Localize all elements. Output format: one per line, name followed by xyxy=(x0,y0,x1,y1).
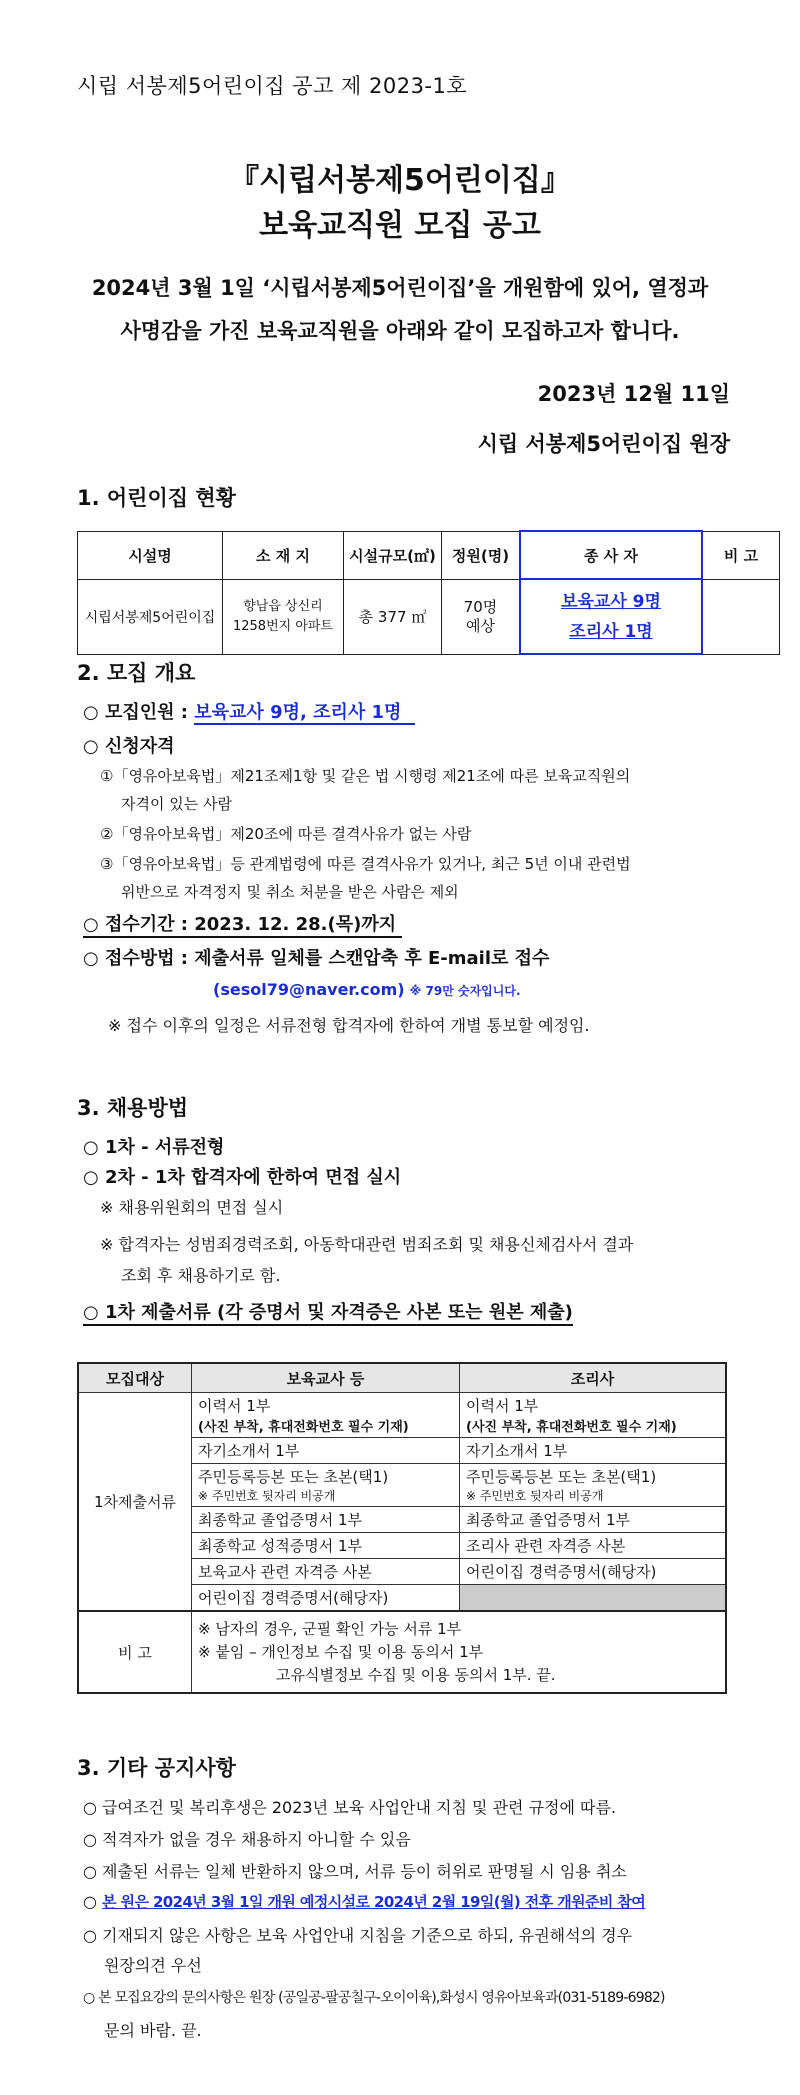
doc-cook-0 xyxy=(460,1393,727,1438)
docs-group-label: 1차제출서류 xyxy=(78,1393,192,1612)
etc-item-5b: 원장의견 우선 xyxy=(104,1956,202,1975)
th-capacity: 정원(명) xyxy=(442,531,521,579)
doc-teacher-4: 최종학교 성적증명서 1부 xyxy=(192,1533,460,1559)
section1-title: 1. 어린이집 현황 xyxy=(77,486,236,510)
email-line xyxy=(213,980,521,999)
etc-item-3: ○ 제출된 서류는 일체 반환하지 않으며, 서류 등이 허위로 판명될 시 임용 취소 xyxy=(83,1862,627,1881)
staff-cook: 조리사 1명 xyxy=(569,621,653,642)
doc-cook-0-label: 이력서 1부 xyxy=(466,1397,539,1415)
notice-date: 2023년 12월 11일 xyxy=(537,382,730,406)
qualification-1b: 자격이 있는 사람 xyxy=(121,795,232,813)
etc-item-6a: ○ 본 모집요강의 문의사항은 원장 (공일공-팔공칠구-오이이육),화성시 영유아보육과(031-5189-6982) xyxy=(83,1990,665,2006)
doc-teacher-0-label: 이력서 1부 xyxy=(198,1397,271,1415)
doc-cook-6-empty xyxy=(460,1585,727,1612)
recruit-value: 보육교사 9명, 조리사 1명 xyxy=(194,702,415,725)
section3-title: 3. 채용방법 xyxy=(77,1096,189,1120)
doc-teacher-5: 보육교사 관련 자격증 사본 xyxy=(192,1559,460,1585)
capacity-note: 예상 xyxy=(466,616,495,635)
etc-item-4-text: 본 원은 2024년 3월 1일 개원 예정시설로 2024년 2월 19일(월) 전후 개원준비 참여 xyxy=(102,1893,646,1911)
etc-item-1: ○ 급여조건 및 복리후생은 2023년 보육 사업안내 지침 및 관련 규정에 따름. xyxy=(83,1798,617,1817)
remark-line-1: ※ 남자의 경우, 군필 확인 가능 서류 1부 xyxy=(198,1619,462,1638)
recruit-count xyxy=(83,698,415,724)
intro-line-2: 사명감을 가진 보육교직원을 아래와 같이 모집하고자 합니다. xyxy=(120,319,680,343)
qualification-2: ②「영유아보육법」제20조에 따른 결격사유가 없는 사람 xyxy=(100,825,472,843)
doc-cook-3: 최종학교 졸업증명서 1부 xyxy=(460,1507,727,1533)
facility-size: 총 377 ㎡ xyxy=(344,579,442,654)
etc-item-2: ○ 적격자가 없을 경우 채용하지 아니할 수 있음 xyxy=(83,1830,411,1849)
qualification-3a: ③「영유아보육법」등 관계법령에 따른 결격사유가 있거나, 최근 5년 이내 관련법 xyxy=(100,855,631,873)
doc-cook-1: 자기소개서 1부 xyxy=(460,1438,727,1464)
email-note: ※ 79만 숫자입니다. xyxy=(409,984,521,998)
docs-heading: ○ 1차 제출서류 (각 증명서 및 자격증은 사본 또는 원본 제출) xyxy=(83,1298,573,1326)
application-method: ○ 접수방법 : 제출서류 일체를 스캔압축 후 E-mail로 접수 xyxy=(83,948,550,969)
etc-item-4-bullet: ○ xyxy=(83,1892,103,1911)
docs-th-target: 모집대상 xyxy=(78,1363,192,1393)
remark-line-2: ※ 붙임 – 개인정보 수집 및 이용 동의서 1부 xyxy=(198,1642,484,1661)
doc-teacher-0 xyxy=(192,1393,460,1438)
section2-title: 2. 모집 개요 xyxy=(77,661,196,685)
doc-teacher-6: 어린이집 경력증명서(해당자) xyxy=(192,1585,460,1612)
step-2: ○ 2차 - 1차 합격자에 한하여 면접 실시 xyxy=(83,1167,402,1188)
doc-cook-4: 조리사 관련 자격증 사본 xyxy=(460,1533,727,1559)
capacity-value: 70명 xyxy=(463,597,498,616)
docs-remark xyxy=(192,1611,727,1693)
facility-address xyxy=(223,579,344,654)
facility-capacity xyxy=(442,579,521,654)
title-facility: 『시립서봉제5어린이집』 xyxy=(229,163,571,198)
th-size: 시설규모(㎡) xyxy=(344,531,442,579)
application-period: ○ 접수기간 : 2023. 12. 28.(목)까지 xyxy=(83,910,402,938)
intro-line-1: 2024년 3월 1일 ‘시립서봉제5어린이집’을 개원함에 있어, 열정과 xyxy=(91,276,709,300)
facility-table xyxy=(77,530,780,655)
th-facility-name: 시설명 xyxy=(78,531,223,579)
doc-cook-2 xyxy=(460,1464,727,1507)
address-line-1: 향남읍 상신리 xyxy=(243,598,323,614)
doc-teacher-2-note: ※ 주민번호 뒷자리 비공개 xyxy=(198,1489,336,1503)
doc-teacher-0-note: (사진 부착, 휴대전화번호 필수 기재) xyxy=(198,1420,409,1435)
doc-cook-2-note: ※ 주민번호 뒷자리 비공개 xyxy=(466,1489,604,1503)
facility-name: 시립서봉제5어린이집 xyxy=(78,579,223,654)
notice-number: 시립 서봉제5어린이집 공고 제 2023-1호 xyxy=(77,74,468,98)
qualification-label: ○ 신청자격 xyxy=(83,736,175,757)
recruit-label: ○ 모집인원 : xyxy=(83,702,195,723)
doc-teacher-1: 자기소개서 1부 xyxy=(192,1438,460,1464)
remark-line-3: 고유식별정보 수집 및 이용 동의서 1부. 끝. xyxy=(276,1665,556,1684)
doc-cook-5: 어린이집 경력증명서(해당자) xyxy=(460,1559,727,1585)
section4-title: 3. 기타 공지사항 xyxy=(77,1756,236,1780)
doc-cook-0-note: (사진 부착, 휴대전화번호 필수 기재) xyxy=(466,1420,677,1435)
director-signature: 시립 서봉제5어린이집 원장 xyxy=(477,432,730,456)
email-address[interactable]: (sesol79@naver.com) xyxy=(213,980,405,999)
etc-item-4 xyxy=(83,1891,645,1912)
docs-remark-label: 비 고 xyxy=(78,1611,192,1693)
facility-note xyxy=(702,579,780,654)
th-staff: 종 사 자 xyxy=(520,531,702,579)
step-1: ○ 1차 - 서류전형 xyxy=(83,1137,225,1158)
step-note-1: ※ 채용위원회의 면접 실시 xyxy=(100,1198,284,1217)
staff-teachers: 보육교사 9명 xyxy=(561,591,661,612)
qualification-3b: 위반으로 자격정지 및 취소 처분을 받은 사람은 제외 xyxy=(121,883,459,901)
th-location: 소 재 지 xyxy=(223,531,344,579)
docs-th-teacher: 보육교사 등 xyxy=(192,1363,460,1393)
th-note: 비 고 xyxy=(702,531,780,579)
schedule-notice: ※ 접수 이후의 일정은 서류전형 합격자에 한하여 개별 통보할 예정임. xyxy=(108,1016,590,1035)
step-note-2a: ※ 합격자는 성범죄경력조회, 아동학대관련 범죄조회 및 채용신체검사서 결과 xyxy=(100,1235,634,1254)
docs-th-cook: 조리사 xyxy=(460,1363,727,1393)
doc-teacher-2-label: 주민등록등본 또는 초본(택1) xyxy=(198,1468,389,1486)
qualification-1a: ①「영유아보육법」제21조제1항 및 같은 법 시행령 제21조에 따른 보육교직원의 xyxy=(100,767,631,785)
step-note-2b: 조회 후 채용하기로 함. xyxy=(121,1266,281,1285)
facility-staff xyxy=(520,579,702,654)
etc-item-5a: ○ 기재되지 않은 사항은 보육 사업안내 지침을 기준으로 하되, 유권해석의 경우 xyxy=(83,1926,633,1945)
address-line-2: 1258번지 아파트 xyxy=(232,618,333,634)
doc-teacher-2 xyxy=(192,1464,460,1507)
title-recruitment: 보육교직원 모집 공고 xyxy=(259,208,541,243)
docs-table xyxy=(77,1362,727,1694)
doc-cook-2-label: 주민등록등본 또는 초본(택1) xyxy=(466,1468,657,1486)
doc-teacher-3: 최종학교 졸업증명서 1부 xyxy=(192,1507,460,1533)
etc-item-6b: 문의 바람. 끝. xyxy=(104,2021,202,2040)
